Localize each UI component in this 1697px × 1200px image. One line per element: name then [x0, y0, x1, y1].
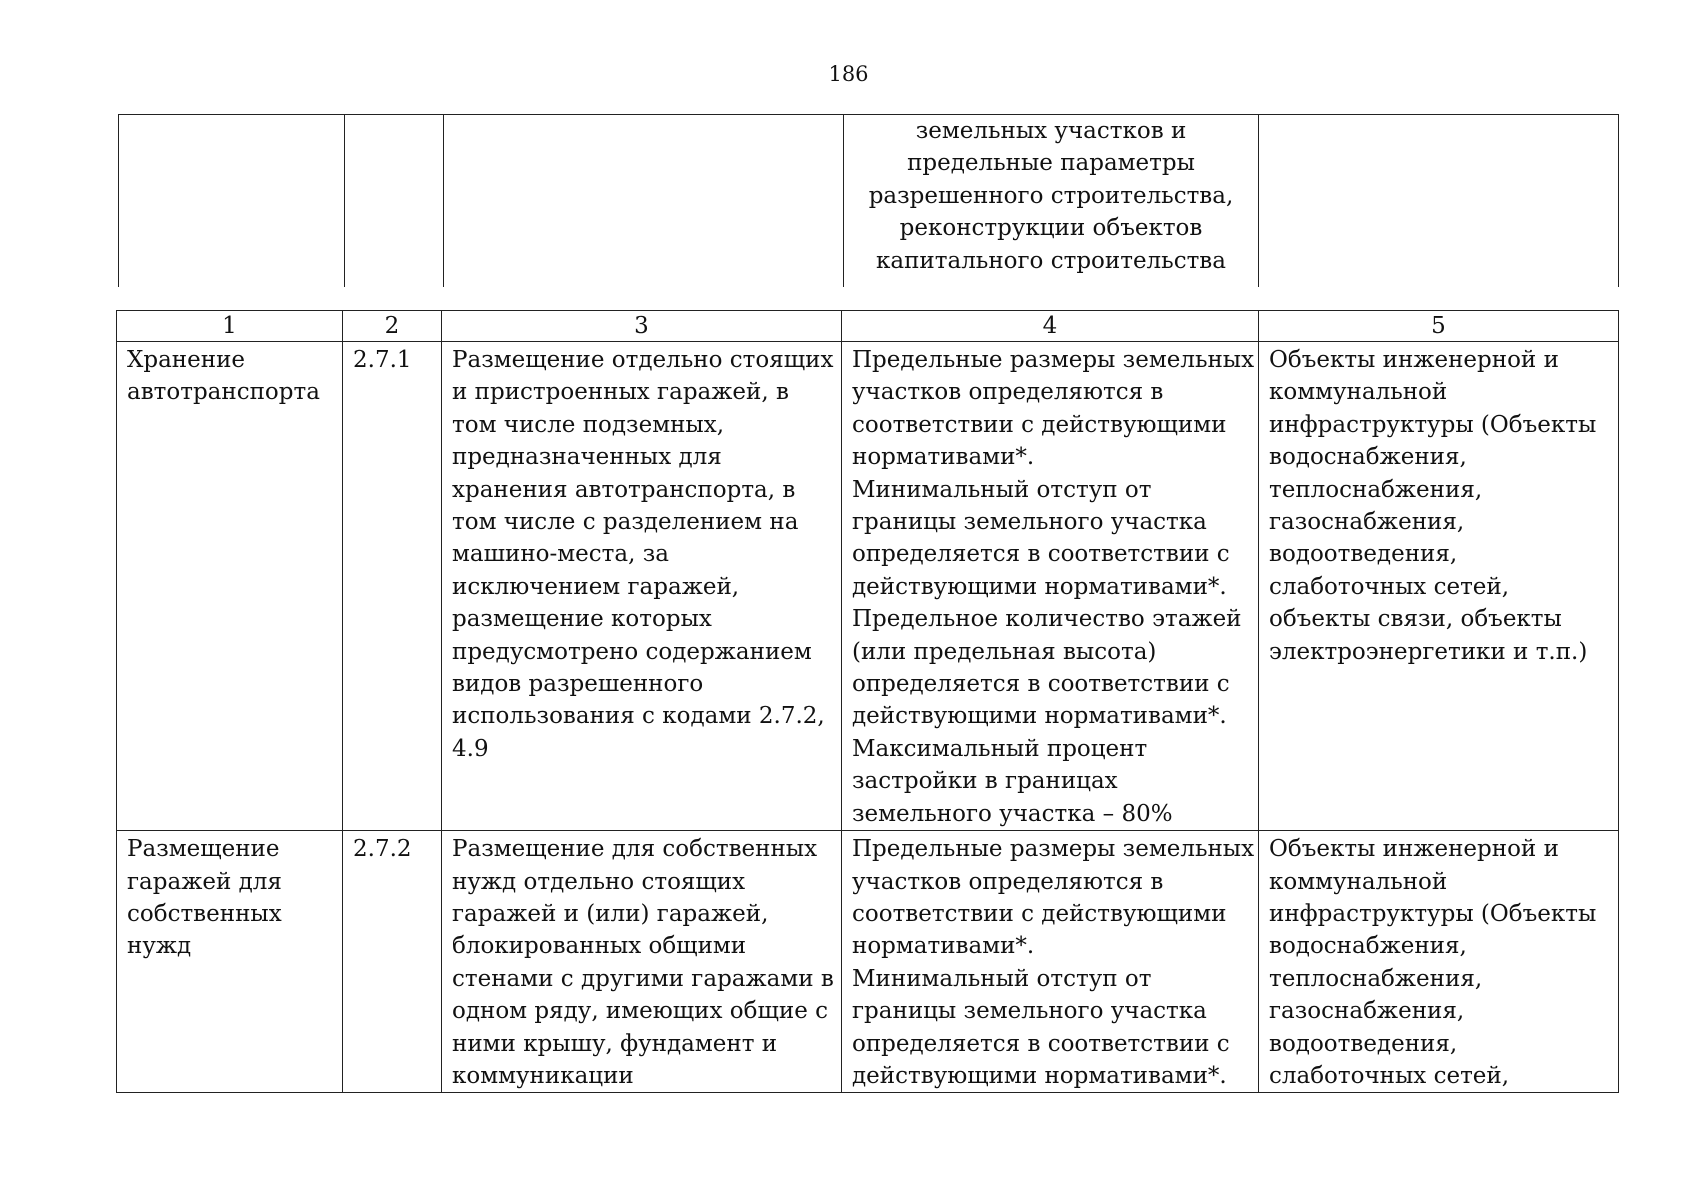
text-line: водоотведения, — [1269, 1030, 1458, 1057]
text-line: видов разрешенного — [452, 671, 704, 698]
text-line: водоснабжения, — [1269, 933, 1467, 960]
text-line: газоснабжения, — [1269, 509, 1465, 536]
land-use-description — [442, 342, 842, 831]
text-line: Минимальный отступ от — [852, 476, 1152, 503]
text-line: коммуникации — [452, 1062, 634, 1089]
text-line: теплоснабжения, — [1269, 476, 1483, 503]
continuation-cell-1 — [119, 115, 345, 288]
table-row — [117, 342, 1619, 831]
text-line: хранения автотранспорта, в — [452, 476, 796, 503]
text-line: Размещение — [127, 836, 280, 863]
text-line: том числе с разделением на — [452, 509, 799, 536]
column-number-1: 1 — [117, 311, 343, 342]
text-line: объекты связи, объекты — [1269, 606, 1562, 633]
text-line: нормативами*. — [852, 933, 1035, 960]
text-line: автотранспорта — [127, 379, 320, 406]
land-use-name — [117, 342, 343, 831]
text-line: одном ряду, имеющих общие с — [452, 998, 828, 1025]
text-line: теплоснабжения, — [1269, 965, 1483, 992]
text-line: Размещение отдельно стоящих — [452, 347, 834, 373]
continuation-line: разрешенного строительства, — [868, 182, 1234, 209]
land-use-auxiliary — [1259, 831, 1619, 1093]
text-line: водоотведения, — [1269, 541, 1458, 568]
column-number-5: 5 — [1259, 311, 1619, 342]
continuation-cell-3 — [444, 115, 844, 288]
text-line: размещение которых — [452, 606, 712, 633]
text-line: Минимальный отступ от — [852, 965, 1152, 992]
text-line: Объекты инженерной и — [1269, 347, 1559, 373]
continuation-cell-2 — [345, 115, 444, 288]
text-line: собственных — [127, 900, 282, 927]
land-use-parameters — [842, 342, 1259, 831]
text-line: предусмотрено содержанием — [452, 638, 812, 665]
land-use-code: 2.7.1 — [343, 342, 442, 831]
text-line: границы земельного участка — [852, 509, 1207, 536]
text-line: участков определяются в — [852, 379, 1164, 406]
text-line: определяется в соответствии с — [852, 1030, 1230, 1057]
page-number: 186 — [828, 62, 869, 86]
land-use-description — [442, 831, 842, 1093]
continuation-cell-5 — [1259, 115, 1619, 288]
column-number-row — [117, 311, 1619, 342]
text-line: коммунальной — [1269, 379, 1448, 406]
text-line: Максимальный процент — [852, 735, 1148, 762]
text-line: Объекты инженерной и — [1269, 836, 1559, 863]
text-line: Предельные размеры земельных — [852, 347, 1255, 373]
land-use-auxiliary — [1259, 342, 1619, 831]
text-line: (или предельная высота) — [852, 638, 1157, 665]
text-line: соответствии с действующими — [852, 900, 1227, 927]
text-line: использования с кодами 2.7.2, — [452, 703, 825, 730]
continuation-line: предельные параметры — [907, 150, 1195, 177]
text-line: нужд — [127, 933, 192, 960]
text-line: Размещение для собственных — [452, 836, 818, 863]
column-number-2: 2 — [343, 311, 442, 342]
continuation-line: реконструкции объектов — [899, 215, 1203, 242]
text-line: Предельные размеры земельных — [852, 836, 1255, 863]
text-line: водоснабжения, — [1269, 444, 1467, 471]
continuation-line: земельных участков и — [915, 118, 1187, 144]
text-line: земельного участка – 80% — [852, 800, 1173, 827]
column-number-3: 3 — [442, 311, 842, 342]
table-row — [117, 831, 1619, 1093]
column-number-4: 4 — [842, 311, 1259, 342]
text-line: коммунальной — [1269, 868, 1448, 895]
text-line: 4.9 — [452, 735, 489, 762]
text-line: участков определяются в — [852, 868, 1164, 895]
zoning-table — [116, 310, 1619, 1093]
land-use-code: 2.7.2 — [343, 831, 442, 1093]
text-line: Предельное количество этажей — [852, 606, 1242, 633]
land-use-parameters — [842, 831, 1259, 1093]
text-line: определяется в соответствии с — [852, 541, 1230, 568]
text-line: слаботочных сетей, — [1269, 573, 1510, 600]
continuation-cell-4 — [844, 115, 1259, 288]
continuation-row — [119, 115, 1619, 288]
text-line: гаражей и (или) гаражей, — [452, 900, 769, 927]
text-line: границы земельного участка — [852, 998, 1207, 1025]
text-line: слаботочных сетей, — [1269, 1062, 1510, 1089]
text-line: нормативами*. — [852, 444, 1035, 471]
text-line: и пристроенных гаражей, в — [452, 379, 789, 406]
continuation-table — [118, 114, 1619, 287]
text-line: машино-места, за — [452, 541, 669, 568]
text-line: электроэнергетики и т.п.) — [1269, 638, 1588, 665]
text-line: предназначенных для — [452, 444, 722, 471]
text-line: действующими нормативами*. — [852, 703, 1227, 730]
text-line: инфраструктуры (Объекты — [1269, 411, 1597, 438]
continuation-line: капитального строительства — [876, 247, 1226, 274]
text-line: инфраструктуры (Объекты — [1269, 900, 1597, 927]
text-line: газоснабжения, — [1269, 998, 1465, 1025]
text-line: ними крышу, фундамент и — [452, 1030, 778, 1057]
text-line: нужд отдельно стоящих — [452, 868, 746, 895]
text-line: исключением гаражей, — [452, 573, 740, 600]
land-use-name — [117, 831, 343, 1093]
text-line: действующими нормативами*. — [852, 1062, 1227, 1089]
text-line: блокированных общими — [452, 933, 747, 960]
text-line: Хранение — [127, 347, 246, 373]
text-line: соответствии с действующими — [852, 411, 1227, 438]
text-line: гаражей для — [127, 868, 282, 895]
text-line: том числе подземных, — [452, 411, 725, 438]
text-line: действующими нормативами*. — [852, 573, 1227, 600]
text-line: определяется в соответствии с — [852, 671, 1230, 698]
text-line: застройки в границах — [852, 768, 1118, 795]
text-line: стенами с другими гаражами в — [452, 965, 834, 992]
